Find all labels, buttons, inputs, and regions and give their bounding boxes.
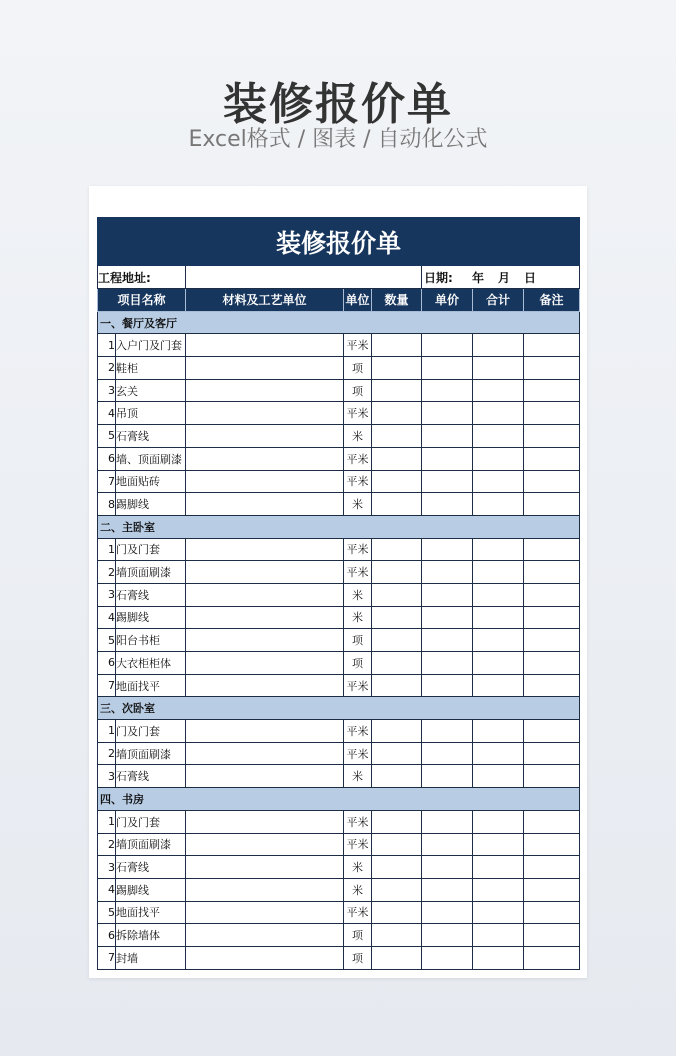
unit-price-cell[interactable] xyxy=(422,856,473,879)
total-cell[interactable] xyxy=(473,538,524,561)
item-name-cell[interactable]: 入户门及门套 xyxy=(116,334,186,357)
row-number: 1 xyxy=(98,810,116,833)
total-cell[interactable] xyxy=(473,878,524,901)
remarks-cell[interactable] xyxy=(524,674,580,697)
material-cell[interactable] xyxy=(186,493,344,516)
material-cell[interactable] xyxy=(186,946,344,969)
unit-cell[interactable]: 平米 xyxy=(344,470,372,493)
remarks-cell[interactable] xyxy=(524,447,580,470)
total-cell[interactable] xyxy=(473,946,524,969)
unit-cell[interactable]: 平米 xyxy=(344,447,372,470)
table-row xyxy=(98,470,580,493)
remarks-cell[interactable] xyxy=(524,765,580,788)
item-name-cell[interactable]: 墙顶面刷漆 xyxy=(116,561,186,584)
remarks-cell[interactable] xyxy=(524,629,580,652)
material-cell[interactable] xyxy=(186,447,344,470)
material-cell[interactable] xyxy=(186,357,344,380)
item-name-cell[interactable]: 地面贴砖 xyxy=(116,470,186,493)
item-name-cell[interactable]: 墙顶面刷漆 xyxy=(116,833,186,856)
unit-cell[interactable]: 米 xyxy=(344,425,372,448)
material-cell[interactable] xyxy=(186,402,344,425)
quantity-cell[interactable] xyxy=(372,334,422,357)
quantity-cell[interactable] xyxy=(372,901,422,924)
table-row xyxy=(98,924,580,947)
quantity-cell[interactable] xyxy=(372,493,422,516)
table-row xyxy=(98,606,580,629)
item-name-cell[interactable]: 踢脚线 xyxy=(116,493,186,516)
item-name-cell[interactable]: 石膏线 xyxy=(116,425,186,448)
table-row xyxy=(98,561,580,584)
project-address-label: 工程地址: xyxy=(98,266,186,289)
material-cell[interactable] xyxy=(186,334,344,357)
total-cell[interactable] xyxy=(473,334,524,357)
header-quantity: 数量 xyxy=(372,289,422,312)
row-number: 3 xyxy=(98,765,116,788)
section-row xyxy=(98,311,580,334)
total-cell[interactable] xyxy=(473,901,524,924)
unit-price-cell[interactable] xyxy=(422,742,473,765)
poster-title: 装修报价单 xyxy=(223,79,453,130)
table-row xyxy=(98,810,580,833)
total-cell[interactable] xyxy=(473,357,524,380)
unit-cell[interactable]: 平米 xyxy=(344,674,372,697)
date-cell[interactable] xyxy=(422,266,580,289)
remarks-cell[interactable] xyxy=(524,493,580,516)
material-cell[interactable] xyxy=(186,470,344,493)
unit-cell[interactable]: 平米 xyxy=(344,833,372,856)
material-cell[interactable] xyxy=(186,538,344,561)
month-label: 月 xyxy=(498,271,511,285)
item-name-cell[interactable]: 地面找平 xyxy=(116,901,186,924)
quantity-cell[interactable] xyxy=(372,606,422,629)
table-row xyxy=(98,357,580,380)
row-number: 4 xyxy=(98,606,116,629)
material-cell[interactable] xyxy=(186,606,344,629)
unit-price-cell[interactable] xyxy=(422,810,473,833)
unit-cell[interactable]: 平米 xyxy=(344,720,372,743)
total-cell[interactable] xyxy=(473,765,524,788)
quantity-cell[interactable] xyxy=(372,674,422,697)
remarks-cell[interactable] xyxy=(524,402,580,425)
remarks-cell[interactable] xyxy=(524,878,580,901)
row-number: 1 xyxy=(98,538,116,561)
unit-cell[interactable]: 项 xyxy=(344,379,372,402)
table-row xyxy=(98,674,580,697)
unit-cell[interactable]: 平米 xyxy=(344,561,372,584)
section-title: 三、次卧室 xyxy=(98,697,580,720)
section-row xyxy=(98,697,580,720)
header-remarks: 备注 xyxy=(524,289,580,312)
item-name-cell[interactable]: 墙、顶面刷漆 xyxy=(116,447,186,470)
quantity-cell[interactable] xyxy=(372,946,422,969)
material-cell[interactable] xyxy=(186,652,344,675)
row-number: 7 xyxy=(98,470,116,493)
remarks-cell[interactable] xyxy=(524,561,580,584)
item-name-cell[interactable]: 大衣柜柜体 xyxy=(116,652,186,675)
material-cell[interactable] xyxy=(186,742,344,765)
quote-table xyxy=(97,217,580,970)
material-cell[interactable] xyxy=(186,901,344,924)
table-row xyxy=(98,652,580,675)
year-label: 年 xyxy=(472,271,485,285)
material-cell[interactable] xyxy=(186,629,344,652)
unit-cell[interactable]: 米 xyxy=(344,878,372,901)
remarks-cell[interactable] xyxy=(524,357,580,380)
row-number: 2 xyxy=(98,357,116,380)
section-title: 一、餐厅及客厅 xyxy=(98,311,580,334)
unit-price-cell[interactable] xyxy=(422,470,473,493)
quantity-cell[interactable] xyxy=(372,402,422,425)
unit-price-cell[interactable] xyxy=(422,720,473,743)
row-number: 2 xyxy=(98,742,116,765)
quantity-cell[interactable] xyxy=(372,561,422,584)
header-total: 合计 xyxy=(473,289,524,312)
unit-price-cell[interactable] xyxy=(422,606,473,629)
unit-cell[interactable]: 项 xyxy=(344,652,372,675)
quantity-cell[interactable] xyxy=(372,765,422,788)
banner-title: 装修报价单 xyxy=(98,218,580,266)
material-cell[interactable] xyxy=(186,720,344,743)
remarks-cell[interactable] xyxy=(524,583,580,606)
material-cell[interactable] xyxy=(186,878,344,901)
unit-price-cell[interactable] xyxy=(422,379,473,402)
quantity-cell[interactable] xyxy=(372,629,422,652)
item-name-cell[interactable]: 墙顶面刷漆 xyxy=(116,742,186,765)
material-cell[interactable] xyxy=(186,924,344,947)
row-number: 4 xyxy=(98,402,116,425)
remarks-cell[interactable] xyxy=(524,946,580,969)
table-row xyxy=(98,334,580,357)
unit-price-cell[interactable] xyxy=(422,652,473,675)
remarks-cell[interactable] xyxy=(524,742,580,765)
row-number: 6 xyxy=(98,924,116,947)
spreadsheet-card xyxy=(89,186,587,978)
total-cell[interactable] xyxy=(473,402,524,425)
table-row xyxy=(98,878,580,901)
quantity-cell[interactable] xyxy=(372,856,422,879)
row-number: 7 xyxy=(98,946,116,969)
table-row xyxy=(98,720,580,743)
total-cell[interactable] xyxy=(473,629,524,652)
total-cell[interactable] xyxy=(473,379,524,402)
table-row xyxy=(98,765,580,788)
header-item-name: 项目名称 xyxy=(98,289,186,312)
poster-subtitle: Excel格式 / 图表 / 自动化公式 xyxy=(188,127,488,152)
row-number: 5 xyxy=(98,425,116,448)
row-number: 6 xyxy=(98,447,116,470)
remarks-cell[interactable] xyxy=(524,470,580,493)
row-number: 2 xyxy=(98,561,116,584)
unit-price-cell[interactable] xyxy=(422,493,473,516)
unit-cell[interactable]: 项 xyxy=(344,924,372,947)
item-name-cell[interactable]: 吊顶 xyxy=(116,402,186,425)
table-row xyxy=(98,833,580,856)
item-name-cell[interactable]: 门及门套 xyxy=(116,810,186,833)
unit-cell[interactable]: 平米 xyxy=(344,901,372,924)
material-cell[interactable] xyxy=(186,856,344,879)
remarks-cell[interactable] xyxy=(524,856,580,879)
quantity-cell[interactable] xyxy=(372,810,422,833)
unit-price-cell[interactable] xyxy=(422,334,473,357)
item-name-cell[interactable]: 门及门套 xyxy=(116,538,186,561)
item-name-cell[interactable]: 踢脚线 xyxy=(116,606,186,629)
row-number: 3 xyxy=(98,583,116,606)
unit-cell[interactable]: 项 xyxy=(344,946,372,969)
unit-price-cell[interactable] xyxy=(422,946,473,969)
row-number: 5 xyxy=(98,901,116,924)
unit-price-cell[interactable] xyxy=(422,924,473,947)
section-title: 四、书房 xyxy=(98,788,580,811)
unit-cell[interactable]: 米 xyxy=(344,493,372,516)
quantity-cell[interactable] xyxy=(372,538,422,561)
material-cell[interactable] xyxy=(186,379,344,402)
total-cell[interactable] xyxy=(473,425,524,448)
table-row xyxy=(98,856,580,879)
unit-cell[interactable]: 米 xyxy=(344,856,372,879)
unit-price-cell[interactable] xyxy=(422,674,473,697)
item-name-cell[interactable]: 拆除墙体 xyxy=(116,924,186,947)
unit-price-cell[interactable] xyxy=(422,425,473,448)
section-row xyxy=(98,515,580,538)
unit-cell[interactable]: 项 xyxy=(344,357,372,380)
total-cell[interactable] xyxy=(473,833,524,856)
total-cell[interactable] xyxy=(473,652,524,675)
header-row xyxy=(98,289,580,312)
item-name-cell[interactable]: 石膏线 xyxy=(116,583,186,606)
remarks-cell[interactable] xyxy=(524,720,580,743)
row-number: 2 xyxy=(98,833,116,856)
material-cell[interactable] xyxy=(186,561,344,584)
unit-cell[interactable]: 米 xyxy=(344,606,372,629)
item-name-cell[interactable]: 石膏线 xyxy=(116,856,186,879)
project-address-cell[interactable] xyxy=(186,266,422,289)
remarks-cell[interactable] xyxy=(524,334,580,357)
total-cell[interactable] xyxy=(473,583,524,606)
item-name-cell[interactable]: 门及门套 xyxy=(116,720,186,743)
table-row xyxy=(98,629,580,652)
unit-price-cell[interactable] xyxy=(422,561,473,584)
material-cell[interactable] xyxy=(186,833,344,856)
table-row xyxy=(98,538,580,561)
unit-price-cell[interactable] xyxy=(422,357,473,380)
table-row xyxy=(98,946,580,969)
table-row xyxy=(98,742,580,765)
quantity-cell[interactable] xyxy=(372,357,422,380)
item-name-cell[interactable]: 地面找平 xyxy=(116,674,186,697)
remarks-cell[interactable] xyxy=(524,901,580,924)
remarks-cell[interactable] xyxy=(524,833,580,856)
date-label: 日期: xyxy=(424,271,453,285)
total-cell[interactable] xyxy=(473,561,524,584)
item-name-cell[interactable]: 玄关 xyxy=(116,379,186,402)
unit-cell[interactable]: 米 xyxy=(344,765,372,788)
item-name-cell[interactable]: 踢脚线 xyxy=(116,878,186,901)
unit-price-cell[interactable] xyxy=(422,901,473,924)
unit-price-cell[interactable] xyxy=(422,629,473,652)
row-number: 1 xyxy=(98,334,116,357)
info-row xyxy=(98,266,580,289)
quantity-cell[interactable] xyxy=(372,470,422,493)
unit-price-cell[interactable] xyxy=(422,878,473,901)
material-cell[interactable] xyxy=(186,583,344,606)
header-material: 材料及工艺单位 xyxy=(186,289,344,312)
row-number: 8 xyxy=(98,493,116,516)
total-cell[interactable] xyxy=(473,493,524,516)
row-number: 4 xyxy=(98,878,116,901)
quantity-cell[interactable] xyxy=(372,833,422,856)
table-row xyxy=(98,493,580,516)
quantity-cell[interactable] xyxy=(372,742,422,765)
material-cell[interactable] xyxy=(186,765,344,788)
unit-cell[interactable]: 项 xyxy=(344,629,372,652)
material-cell[interactable] xyxy=(186,810,344,833)
unit-cell[interactable]: 平米 xyxy=(344,402,372,425)
total-cell[interactable] xyxy=(473,674,524,697)
unit-price-cell[interactable] xyxy=(422,447,473,470)
quantity-cell[interactable] xyxy=(372,425,422,448)
unit-cell[interactable]: 平米 xyxy=(344,538,372,561)
remarks-cell[interactable] xyxy=(524,606,580,629)
total-cell[interactable] xyxy=(473,470,524,493)
unit-price-cell[interactable] xyxy=(422,402,473,425)
item-name-cell[interactable]: 鞋柜 xyxy=(116,357,186,380)
unit-cell[interactable]: 平米 xyxy=(344,742,372,765)
material-cell[interactable] xyxy=(186,674,344,697)
unit-price-cell[interactable] xyxy=(422,765,473,788)
row-number: 7 xyxy=(98,674,116,697)
quantity-cell[interactable] xyxy=(372,447,422,470)
row-number: 1 xyxy=(98,720,116,743)
row-number: 3 xyxy=(98,856,116,879)
item-name-cell[interactable]: 阳台书柜 xyxy=(116,629,186,652)
remarks-cell[interactable] xyxy=(524,379,580,402)
total-cell[interactable] xyxy=(473,606,524,629)
total-cell[interactable] xyxy=(473,447,524,470)
total-cell[interactable] xyxy=(473,742,524,765)
unit-cell[interactable]: 米 xyxy=(344,583,372,606)
table-row xyxy=(98,583,580,606)
unit-cell[interactable]: 平米 xyxy=(344,810,372,833)
quantity-cell[interactable] xyxy=(372,583,422,606)
unit-price-cell[interactable] xyxy=(422,833,473,856)
unit-cell[interactable]: 平米 xyxy=(344,334,372,357)
table-row xyxy=(98,901,580,924)
quantity-cell[interactable] xyxy=(372,878,422,901)
unit-price-cell[interactable] xyxy=(422,583,473,606)
header-unit-price: 单价 xyxy=(422,289,473,312)
table-row xyxy=(98,379,580,402)
day-label: 日 xyxy=(524,271,537,285)
remarks-cell[interactable] xyxy=(524,652,580,675)
table-row xyxy=(98,402,580,425)
table-row xyxy=(98,447,580,470)
remarks-cell[interactable] xyxy=(524,538,580,561)
remarks-cell[interactable] xyxy=(524,425,580,448)
total-cell[interactable] xyxy=(473,856,524,879)
remarks-cell[interactable] xyxy=(524,924,580,947)
remarks-cell[interactable] xyxy=(524,810,580,833)
header-unit: 单位 xyxy=(344,289,372,312)
total-cell[interactable] xyxy=(473,810,524,833)
banner-row xyxy=(98,218,580,266)
item-name-cell[interactable]: 封墙 xyxy=(116,946,186,969)
quantity-cell[interactable] xyxy=(372,652,422,675)
quantity-cell[interactable] xyxy=(372,924,422,947)
total-cell[interactable] xyxy=(473,924,524,947)
quantity-cell[interactable] xyxy=(372,379,422,402)
unit-price-cell[interactable] xyxy=(422,538,473,561)
row-number: 3 xyxy=(98,379,116,402)
section-row xyxy=(98,788,580,811)
total-cell[interactable] xyxy=(473,720,524,743)
quantity-cell[interactable] xyxy=(372,720,422,743)
row-number: 6 xyxy=(98,652,116,675)
row-number: 5 xyxy=(98,629,116,652)
table-row xyxy=(98,425,580,448)
item-name-cell[interactable]: 石膏线 xyxy=(116,765,186,788)
section-title: 二、主卧室 xyxy=(98,515,580,538)
material-cell[interactable] xyxy=(186,425,344,448)
